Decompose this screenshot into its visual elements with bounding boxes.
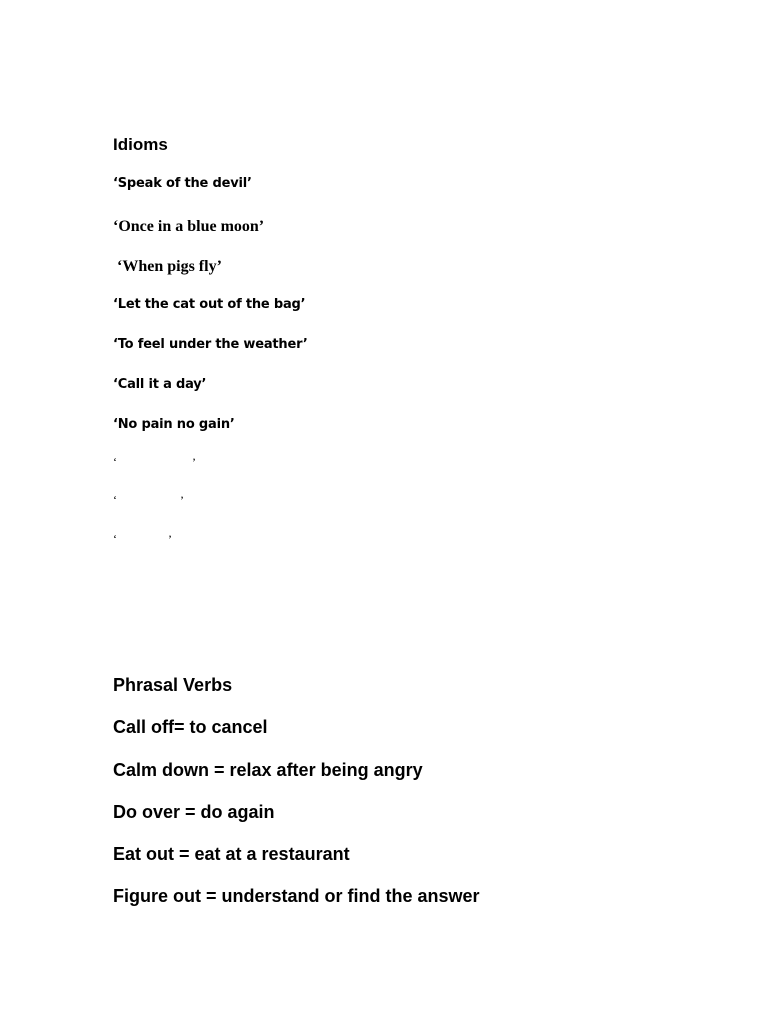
phrasal-verb-item: Do over = do again [113,802,275,822]
phrasal-verb-item: Figure out = understand or find the answer [113,886,480,906]
blank-idiom-item: ‘ ’ [113,493,184,507]
idiom-item: ‘When pigs fly’ [113,258,222,275]
idiom-item: ‘To feel under the weather’ [113,337,308,352]
phrasal-verb-item: Calm down = relax after being angry [113,760,423,780]
idiom-item: ‘Call it a day’ [113,377,207,392]
idiom-item: ‘No pain no gain’ [113,417,235,432]
idiom-item: ‘Let the cat out of the bag’ [113,297,306,312]
phrasal-verbs-heading: Phrasal Verbs [113,675,233,695]
phrasal-verb-item: Call off= to cancel [113,717,268,737]
idioms-heading: Idioms [113,135,168,154]
idiom-item: ‘Speak of the devil’ [113,176,252,191]
blank-idiom-item: ‘ ’ [113,532,172,546]
phrasal-verb-item: Eat out = eat at a restaurant [113,844,350,864]
idiom-item: ‘Once in a blue moon’ [113,218,265,235]
blank-idiom-item: ‘ ’ [113,455,196,469]
